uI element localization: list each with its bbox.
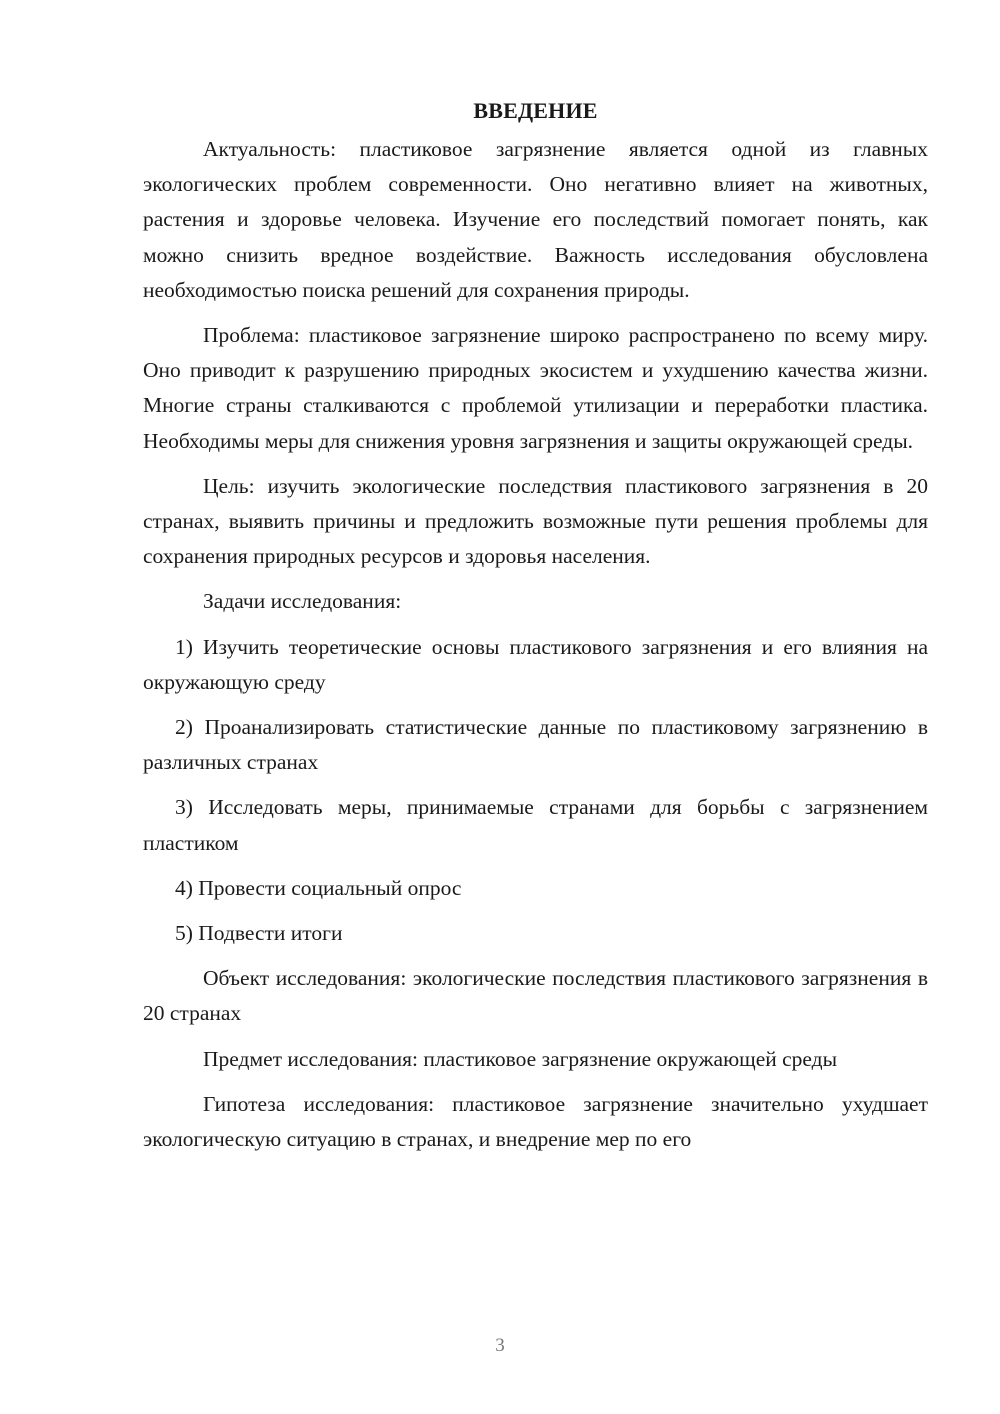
paragraph-goal: Цель: изучить экологические последствия пластикового загрязнения в 20 странах, выявить причины и предложить возможные пути решения проблемы для сохранения природных ресурсов и здоровья населения.: [143, 473, 928, 569]
paragraph-problem: Проблема: пластиковое загрязнение широко распространено по всему миру. Оно приводит к разрушению природных экосистем и ухудшению качества жизни. Многие страны сталкиваются с проблемой утилизации и переработки пластика. Необходимы меры для снижения уровня загрязнения и защиты окружающей среды.: [143, 323, 928, 453]
page-number: 3: [495, 1335, 505, 1356]
section-title: ВВЕДЕНИЕ: [473, 98, 598, 123]
paragraph-tasks-heading: Задачи исследования:: [203, 589, 402, 614]
paragraph-subject: Предмет исследования: пластиковое загрязнение окружающей среды: [203, 1046, 838, 1071]
paragraph-relevance: Актуальность: пластиковое загрязнение является одной из главных экологических проблем современности. Оно негативно влияет на животных, растения и здоровье человека. Изучение его последствий помогает понять, как можно снизить вредное воздействие. Важность исследования обусловлена необходимостью поиска решений для сохранения природы.: [143, 137, 928, 302]
task-item-5: 5) Подвести итоги: [175, 921, 343, 946]
paragraph-hypothesis: Гипотеза исследования: пластиковое загрязнение значительно ухудшает экологическую ситуацию в странах, и внедрение мер по его: [143, 1091, 928, 1152]
task-item-1: 1) Изучить теоретические основы пластикового загрязнения и его влияния на окружающую среду: [143, 634, 928, 694]
document-page: [143, 96, 928, 1167]
paragraph-object: Объект исследования: экологические последствия пластикового загрязнения в 20 странах: [143, 966, 928, 1026]
task-item-4: 4) Провести социальный опрос: [175, 875, 462, 900]
task-item-2: 2) Проанализировать статистические данные по пластиковому загрязнению в различных странах: [143, 715, 928, 775]
task-item-3: 3) Исследовать меры, принимаемые странами для борьбы с загрязнением пластиком: [143, 795, 928, 855]
